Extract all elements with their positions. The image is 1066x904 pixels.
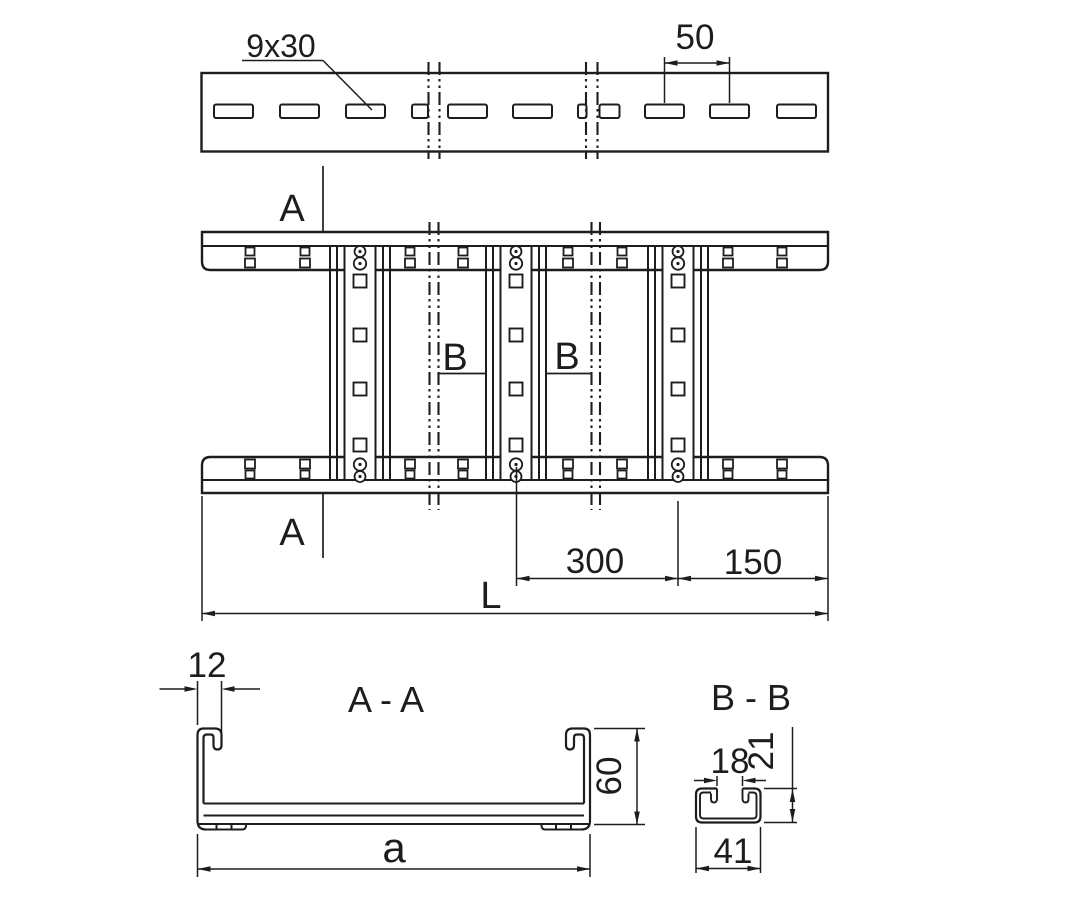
side-height-dim-text: 60 bbox=[590, 756, 629, 796]
dim-hook-width bbox=[160, 646, 261, 746]
dim-rung-height bbox=[742, 727, 797, 823]
rung-width-dim-text: 41 bbox=[713, 832, 753, 871]
total-length-dim-text: L bbox=[480, 575, 502, 617]
dim-side-height bbox=[590, 729, 645, 825]
slot-size-callout bbox=[242, 28, 372, 110]
section-bb bbox=[694, 677, 797, 873]
end-spacing-dim-text: 150 bbox=[723, 543, 783, 582]
slot-opening-dim-text: 18 bbox=[710, 742, 750, 781]
section-bb-title: B - B bbox=[710, 677, 792, 718]
rungs bbox=[330, 246, 708, 482]
plan-view-ladder bbox=[202, 166, 828, 621]
bb-rung-lips bbox=[711, 789, 749, 803]
section-b-marker-right: B bbox=[554, 336, 580, 378]
aa-right-side-profile bbox=[566, 729, 590, 830]
rung-3 bbox=[648, 246, 708, 482]
slot-pitch-dim-text: 50 bbox=[675, 18, 715, 57]
tray-width-dim-text: a bbox=[382, 824, 406, 871]
bb-rung-profile-outer bbox=[696, 789, 761, 823]
side-rail-outline bbox=[202, 73, 829, 152]
slot-size-label: 9x30 bbox=[246, 28, 316, 64]
dim-tray-width bbox=[198, 824, 591, 877]
rung-height-dim-text: 21 bbox=[742, 731, 781, 771]
top-view-side-rail bbox=[202, 18, 829, 159]
dim-slot-pitch bbox=[665, 18, 730, 103]
leader-line bbox=[323, 61, 372, 111]
rung-1 bbox=[330, 246, 390, 482]
rung-2 bbox=[486, 246, 546, 482]
side-rail-slots bbox=[214, 105, 816, 119]
section-a-marker-bottom: A bbox=[279, 512, 305, 554]
aa-left-side-profile bbox=[198, 729, 222, 830]
hook-width-dim-text: 12 bbox=[187, 646, 227, 685]
section-b-marker-left: B bbox=[442, 337, 468, 379]
section-a-marker-top: A bbox=[279, 188, 305, 230]
section-a-markers bbox=[279, 166, 323, 558]
rung-spacing-dim-text: 300 bbox=[565, 542, 625, 581]
section-aa bbox=[160, 646, 646, 877]
section-aa-title: A - A bbox=[347, 679, 425, 720]
dim-rung-width bbox=[696, 827, 761, 873]
